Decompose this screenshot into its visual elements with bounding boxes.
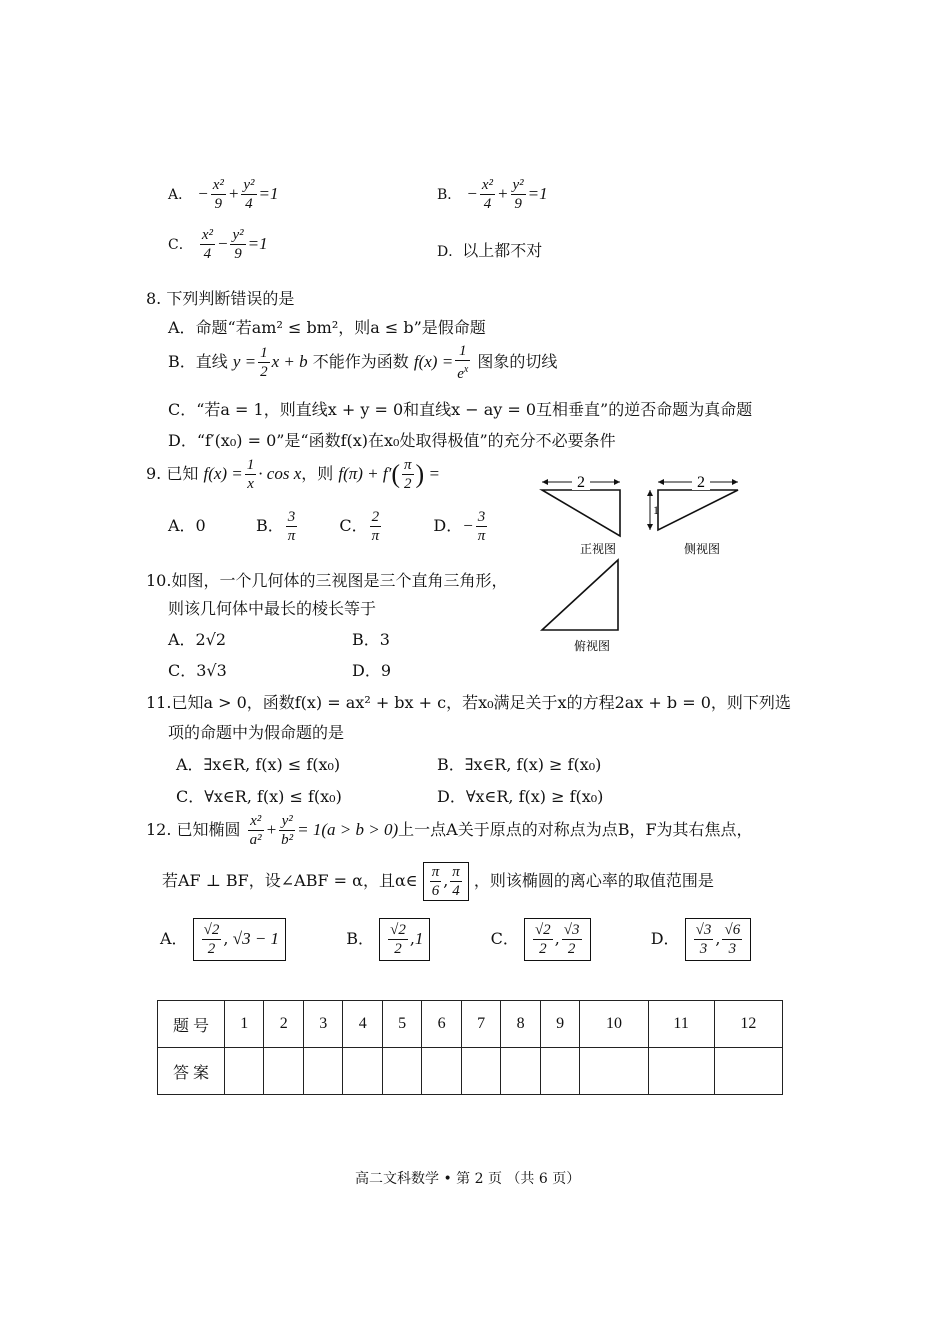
q9-stem: 9. 已知 f(x) = $\frac{1}{x}$ · cos x，则 f(π) + f′( $\frac{\pi}{2}$ ) = xyxy=(146,457,440,492)
front-view-label: 正视图 xyxy=(579,542,617,556)
q7-option-a: A． − $\frac{\text{x²}}{9}$ + $\frac{\text{y²}}{4}$ =1 xyxy=(168,177,279,212)
q7-option-d: D．以上都不对 xyxy=(437,241,543,260)
q8-option-a: A．命题“若am² ≤ bm²，则a ≤ b”是假命题 xyxy=(168,318,486,337)
question-number: 12 xyxy=(714,1001,782,1048)
answer-table-number-row xyxy=(158,1001,783,1048)
q11-option-a: A．∃x∈R, f(x) ≤ f(x₀) xyxy=(176,755,341,774)
front-view-triangle xyxy=(542,490,620,536)
question-number: 10 xyxy=(580,1001,648,1048)
q8-option-c: C．“若a = 1，则直线x + y = 0和直线x − ay = 0互相垂直”的逆否命题为真命题 xyxy=(168,400,753,419)
q7-option-c: C． $\frac{\text{x²}}{4}$ − $\frac{\text{y²}}{9}$ =1 xyxy=(168,227,268,262)
question-number: 4 xyxy=(343,1001,382,1048)
q10-option-d: D．9 xyxy=(352,661,392,680)
question-number: 9 xyxy=(540,1001,579,1048)
three-view-figure xyxy=(530,470,750,660)
q11-option-b: B．∃x∈R, f(x) ≥ f(x₀) xyxy=(437,755,602,774)
answer-cell[interactable] xyxy=(343,1048,382,1095)
answer-cell[interactable] xyxy=(303,1048,342,1095)
q10-option-b: B．3 xyxy=(352,630,390,649)
q8-option-d: D．“f′(x₀) = 0”是“函数f(x)在x₀处取得极值”的充分不必要条件 xyxy=(168,431,616,450)
answer-cell[interactable] xyxy=(461,1048,500,1095)
q10-stem2: 则该几何体中最长的棱长等于 xyxy=(168,599,377,618)
number-row-header: 题 号 xyxy=(158,1001,225,1048)
answer-cell[interactable] xyxy=(382,1048,421,1095)
q11-stem2: 项的命题中为假命题的是 xyxy=(168,723,345,742)
answer-table xyxy=(157,1000,783,1095)
q11-option-c: C．∀x∈R, f(x) ≤ f(x₀) xyxy=(176,787,342,806)
q12-stem2: 若AF ⊥ BF，设∠ABF = α，且α∈ $\frac{\pi}{6}$ , $\frac{\pi}{4}$ ，则该椭圆的离心率的取值范围是 xyxy=(162,864,714,899)
question-number: 7 xyxy=(461,1001,500,1048)
q12-stem: 12. 已知椭圆 $\frac{\text{x²}}{\text{a²}}$ + $\frac{\text{y²}}{\text{b²}}$ = 1(a > b > 0)上一点A关于原点的对称点为点B，F为其右焦点， xyxy=(146,813,753,848)
side-dim1-label: 1 xyxy=(653,503,659,517)
side-view-label: 侧视图 xyxy=(683,542,721,556)
answer-cell[interactable] xyxy=(648,1048,714,1095)
side-dim-label: 2 xyxy=(697,474,705,491)
answer-cell[interactable] xyxy=(264,1048,303,1095)
question-number: 3 xyxy=(303,1001,342,1048)
q11-option-d: D．∀x∈R, f(x) ≥ f(x₀) xyxy=(437,787,604,806)
question-number: 6 xyxy=(422,1001,461,1048)
answer-cell[interactable] xyxy=(225,1048,264,1095)
q12-options: A． $\frac{√2}{2}$ , √3 − 1 B． $\frac{√2}{2}$ ,1 C． $\frac{√2}{2}$ , $\frac{√3}{2}$ D． $\frac{√3}{3}$ , $\frac{√6}{3}$ xyxy=(160,918,751,961)
q9-options: A．0 B． $\frac{3}{\pi}$ C． $\frac{2}{\pi}$ D．− $\frac{3}{\pi}$ xyxy=(168,509,486,544)
top-view-label: 俯视图 xyxy=(573,639,611,653)
page-footer: 高二文科数学 • 第 2 页 （共 6 页） xyxy=(355,1171,581,1187)
question-number: 8 xyxy=(501,1001,540,1048)
q8-stem: 8. 下列判断错误的是 xyxy=(146,289,295,308)
front-dim-label: 2 xyxy=(577,474,585,491)
side-view-triangle xyxy=(658,490,738,530)
q10-option-c: C．3√3 xyxy=(168,661,227,680)
answer-table-answer-row xyxy=(158,1048,783,1095)
answer-cell[interactable] xyxy=(580,1048,648,1095)
q11-stem: 11.已知a > 0，函数f(x) = ax² + bx + c，若x₀满足关于x的方程2ax + b = 0，则下列选 xyxy=(146,693,791,712)
question-number: 2 xyxy=(264,1001,303,1048)
question-number: 1 xyxy=(225,1001,264,1048)
q7-option-b: B． − $\frac{\text{x²}}{4}$ + $\frac{\text{y²}}{9}$ =1 xyxy=(437,177,548,212)
question-number: 11 xyxy=(648,1001,714,1048)
top-view-triangle xyxy=(542,560,618,630)
answer-cell[interactable] xyxy=(501,1048,540,1095)
answer-row-header: 答 案 xyxy=(158,1048,225,1095)
q10-stem: 10.如图，一个几何体的三视图是三个直角三角形， xyxy=(146,571,508,590)
answer-cell[interactable] xyxy=(422,1048,461,1095)
question-number: 5 xyxy=(382,1001,421,1048)
q8-option-b: B．直线 y = $\frac{1}{2}$ x + b 不能作为函数 f(x) = $\frac{1}{e^x}$ 图象的切线 xyxy=(168,343,558,382)
answer-cell[interactable] xyxy=(714,1048,782,1095)
q10-option-a: A．2√2 xyxy=(168,630,227,649)
answer-cell[interactable] xyxy=(540,1048,579,1095)
